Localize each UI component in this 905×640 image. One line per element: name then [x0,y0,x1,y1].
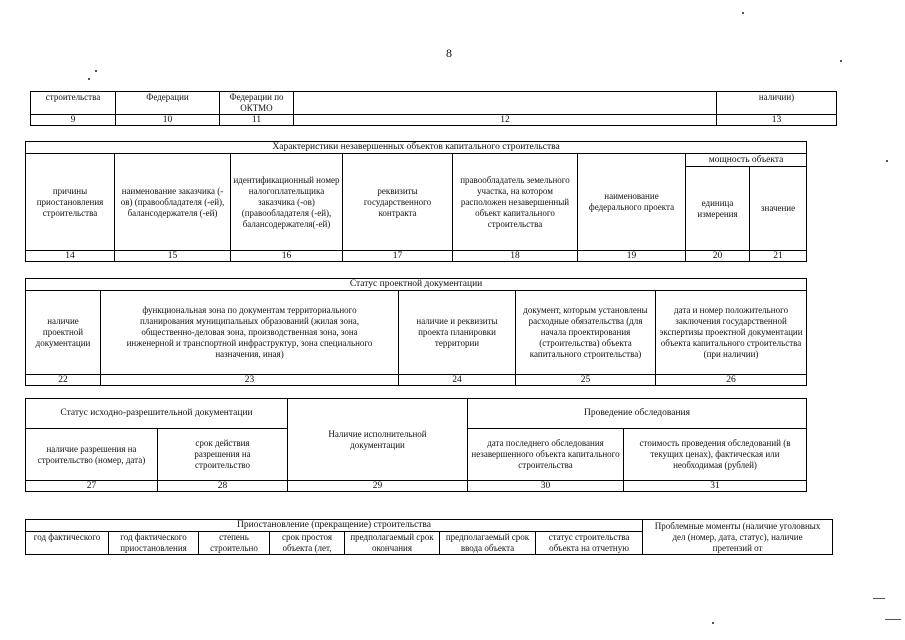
header-cell: стоимость проведения обследований (в текущих ценах), фактическая или необходимая (рублей) [624,429,807,481]
column-number: 30 [468,481,624,492]
column-number: 14 [26,251,115,262]
header-cell: причины приостановления строительства [26,154,115,251]
header-cell: идентификационный номер налогоплательщика заказчика (-ов) (правообладателя (-ей), балансодержателя(-ей) [231,154,343,251]
scan-speck [742,12,744,14]
column-number: 9 [31,115,116,126]
header-cell: Федерации [116,92,220,115]
scan-speck [886,160,888,162]
table-title: Проведение обследования [468,399,807,429]
column-number: 19 [578,251,686,262]
header-cell: дата и номер положительного заключения государственной экспертизы проектной документации объекта капитального строительства (при наличии) [656,291,807,375]
header-cell: функциональная зона по документам территориального планирования муниципальных образований (жилая зона, общественно-деловая зона, производственная зона, зона инженерной и транспортной инфраструктур, зона специального назначения, иная) [101,291,399,375]
header-cell: статус строительства объекта на отчетную [536,532,643,555]
header-cell: год фактического приостановления [109,532,199,555]
scan-speck [88,78,90,80]
table-title: Приостановление (прекращение) строительства [26,520,643,532]
header-cell: единица измерения [686,167,750,251]
table-title: Статус проектной документации [26,279,807,291]
table-top-continuation [30,91,837,126]
column-number: 12 [294,115,717,126]
column-number: 11 [220,115,294,126]
header-cell: наличие и реквизиты проекта планировки территории [399,291,516,375]
column-number: 31 [624,481,807,492]
column-number: 23 [101,375,399,386]
scan-speck [712,622,714,624]
column-number: 13 [717,115,837,126]
header-cell [294,92,717,115]
column-number: 16 [231,251,343,262]
header-cell: степень строительно [199,532,270,555]
column-number: 29 [288,481,468,492]
header-cell: срок действия разрешения на строительство [158,429,288,481]
column-number: 18 [453,251,578,262]
column-number: 28 [158,481,288,492]
column-number: 26 [656,375,807,386]
capacity-header: мощность объекта [686,154,807,167]
column-number: 21 [750,251,807,262]
header-cell: реквизиты государственного контракта [343,154,453,251]
column-number: 10 [116,115,220,126]
table-title: Статус исходно-разрешительной документации [26,399,288,429]
column-number: 20 [686,251,750,262]
header-cell: документ, которым установлены расходные обязательства (для начала проектирования (строительства) объекта капитального строительства) [516,291,656,375]
header-cell: наличие разрешения на строительство (номер, дата) [26,429,158,481]
header-cell: правообладатель земельного участка, на котором расположен незавершенный объект капитального строительства [453,154,578,251]
header-cell: наименование федерального проекта [578,154,686,251]
header-cell: наличии) [717,92,837,115]
scan-mark [873,598,885,599]
table-object-characteristics [25,141,807,262]
column-number: 17 [343,251,453,262]
header-cell: наличие проектной документации [26,291,101,375]
table-permits-and-inspection [25,398,807,492]
page-number: 8 [446,46,452,60]
header-cell: предполагаемый срок ввода объекта [440,532,536,555]
column-number: 25 [516,375,656,386]
table-suspension [25,519,833,555]
scan-speck [840,60,842,62]
header-cell: Наличие исполнительной документации [288,399,468,481]
header-cell: наименование заказчика (-ов) (правообладателя (-ей), балансодержателя (-ей) [115,154,231,251]
column-number: 27 [26,481,158,492]
column-number: 15 [115,251,231,262]
column-number: 24 [399,375,516,386]
header-cell: Проблемные моменты (наличие уголовных дел (номер, дата, статус), наличие претензий от [643,520,833,555]
header-cell: срок простоя объекта (лет, [270,532,345,555]
header-cell: Федерации по ОКТМО [220,92,294,115]
scan-speck [95,70,97,72]
header-cell: дата последнего обследования незавершенного объекта капитального строительства [468,429,624,481]
header-cell: значение [750,167,807,251]
column-number: 22 [26,375,101,386]
table-project-documentation [25,278,807,386]
header-cell: предполагаемый срок окончания [345,532,440,555]
scan-mark [885,619,901,620]
table-title: Характеристики незавершенных объектов капитального строительства [26,142,807,154]
header-cell: год фактического [26,532,109,555]
header-cell: строительства [31,92,116,115]
